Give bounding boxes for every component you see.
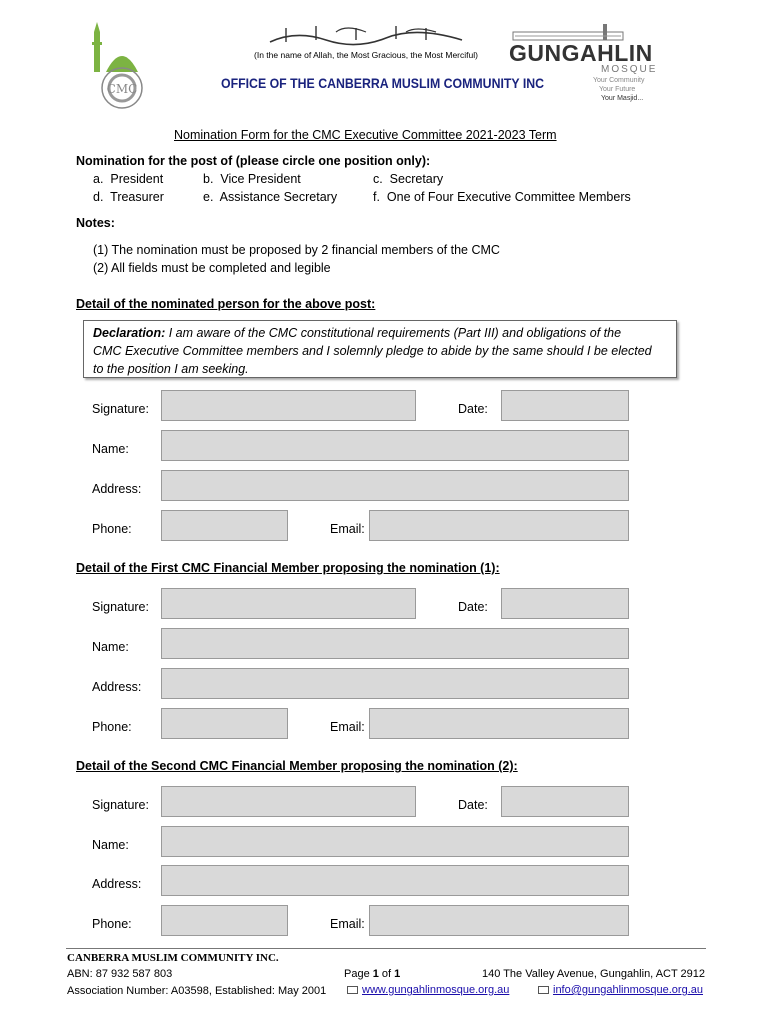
gungahlin-logo xyxy=(507,22,662,107)
proposer2-phone-field[interactable] xyxy=(161,905,288,936)
nomination-heading: Nomination for the post of (please circle one position only): xyxy=(76,154,431,168)
footer-assoc: Association Number: A03598, Established: May 2001 xyxy=(67,985,327,997)
form-title: Nomination Form for the CMC Executive Committee 2021-2023 Term xyxy=(174,128,557,142)
page-indicator xyxy=(344,968,400,980)
proposer1-signature-field[interactable] xyxy=(161,588,416,619)
gungahlin-tag1: Your Community xyxy=(593,77,645,84)
proposer1-email-field[interactable] xyxy=(369,708,629,739)
proposer1-phone-field[interactable] xyxy=(161,708,288,739)
envelope-icon xyxy=(538,986,549,994)
section-heading-proposer-2: Detail of the Second CMC Financial Member proposing the nomination (2): xyxy=(76,759,518,773)
address-label: Address: xyxy=(92,482,142,496)
page-of: of xyxy=(378,968,395,980)
nominee-signature-field[interactable] xyxy=(161,390,416,421)
footer-org: CANBERRA MUSLIM COMMUNITY INC. xyxy=(67,952,279,964)
proposer1-name-field[interactable] xyxy=(161,628,629,659)
nominee-phone-field[interactable] xyxy=(161,510,288,541)
name-label: Name: xyxy=(92,442,129,456)
nominee-name-field[interactable] xyxy=(161,430,629,461)
gungahlin-tag3: Your Masjid... xyxy=(601,95,644,102)
position-option-b[interactable]: b. Vice President xyxy=(203,172,301,186)
page-total: 1 xyxy=(394,968,401,980)
proposer2-email-field[interactable] xyxy=(369,905,629,936)
declaration-line-3: to the position I am seeking. xyxy=(93,362,249,376)
note-2: (2) All fields must be completed and legible xyxy=(93,261,331,275)
phone-label: Phone: xyxy=(92,917,132,931)
proposer1-address-field[interactable] xyxy=(161,668,629,699)
page-prefix: Page xyxy=(344,968,373,980)
email-label: Email: xyxy=(330,720,365,734)
position-option-e[interactable]: e. Assistance Secretary xyxy=(203,190,338,204)
gungahlin-name: GUNGAHLIN xyxy=(509,40,653,66)
signature-label: Signature: xyxy=(92,798,149,812)
signature-label: Signature: xyxy=(92,600,149,614)
website-link[interactable] xyxy=(347,984,509,996)
proposer2-name-field[interactable] xyxy=(161,826,629,857)
date-label: Date: xyxy=(458,402,488,416)
proposer2-signature-field[interactable] xyxy=(161,786,416,817)
proposer1-date-field[interactable] xyxy=(501,588,629,619)
position-option-c[interactable]: c. Secretary xyxy=(373,172,444,186)
nominee-address-field[interactable] xyxy=(161,470,629,501)
arabic-subtitle: (In the name of Allah, the Most Gracious, the Most Merciful) xyxy=(254,50,478,60)
footer-abn: ABN: 87 932 587 803 xyxy=(67,968,173,980)
footer-divider xyxy=(66,948,706,949)
name-label: Name: xyxy=(92,838,129,852)
signature-label: Signature: xyxy=(92,402,149,416)
address-label: Address: xyxy=(92,877,142,891)
footer-address: 140 The Valley Avenue, Gungahlin, ACT 2912 xyxy=(482,968,706,980)
phone-label: Phone: xyxy=(92,522,132,536)
svg-text:CMC: CMC xyxy=(106,82,138,96)
office-title: OFFICE OF THE CANBERRA MUSLIM COMMUNITY INC xyxy=(221,75,545,91)
cmc-logo xyxy=(78,20,158,115)
declaration-label: Declaration: xyxy=(93,326,166,340)
address-label: Address: xyxy=(92,680,142,694)
arabic-calligraphy xyxy=(266,22,466,48)
page-number: 1 xyxy=(372,968,379,980)
position-option-a[interactable]: a. President xyxy=(93,172,164,186)
section-heading-nominee: Detail of the nominated person for the above post: xyxy=(76,297,376,311)
nominee-email-field[interactable] xyxy=(369,510,629,541)
declaration-text xyxy=(93,324,673,378)
website-text: www.gungahlinmosque.org.au xyxy=(362,984,510,996)
phone-label: Phone: xyxy=(92,720,132,734)
position-option-f[interactable]: f. One of Four Executive Committee Members xyxy=(373,190,631,204)
proposer2-address-field[interactable] xyxy=(161,865,629,896)
name-label: Name: xyxy=(92,640,129,654)
position-option-d[interactable]: d. Treasurer xyxy=(93,190,164,204)
nominee-date-field[interactable] xyxy=(501,390,629,421)
email-label: Email: xyxy=(330,522,365,536)
date-label: Date: xyxy=(458,798,488,812)
gungahlin-sub: MOSQUE xyxy=(601,64,658,75)
declaration-line-2: CMC Executive Committee members and I solemnly pledge to abide by the same should I be elected xyxy=(93,344,652,358)
computer-icon xyxy=(347,986,358,994)
declaration-line-1: I am aware of the CMC constitutional requirements (Part III) and obligations of the xyxy=(165,326,622,340)
date-label: Date: xyxy=(458,600,488,614)
section-heading-proposer-1: Detail of the First CMC Financial Member proposing the nomination (1): xyxy=(76,561,500,575)
notes-heading: Notes: xyxy=(76,216,115,230)
email-label: Email: xyxy=(330,917,365,931)
note-1: (1) The nomination must be proposed by 2 financial members of the CMC xyxy=(93,243,500,257)
gungahlin-tag2: Your Future xyxy=(599,86,636,93)
email-link[interactable] xyxy=(538,984,703,996)
email-text: info@gungahlinmosque.org.au xyxy=(553,984,703,996)
proposer2-date-field[interactable] xyxy=(501,786,629,817)
